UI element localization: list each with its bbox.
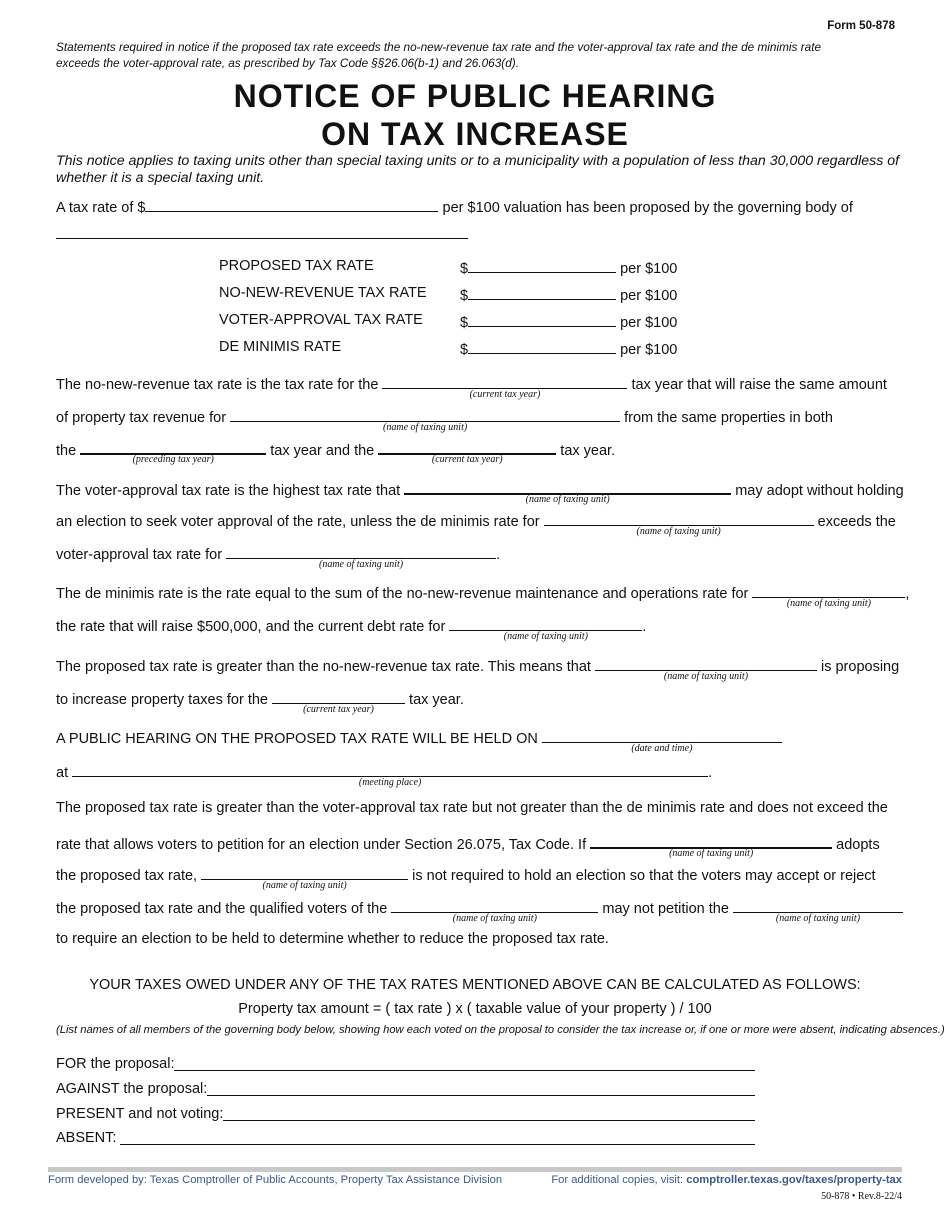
caption: (name of taxing unit)	[452, 913, 537, 924]
text: tax year.	[409, 692, 464, 708]
taxing-unit-field[interactable]	[544, 511, 814, 537]
date-time-field[interactable]	[542, 728, 782, 754]
rate-value-de-minimis	[460, 339, 677, 358]
caption: (name of taxing unit)	[318, 559, 404, 570]
text: .	[642, 619, 647, 635]
va-line-3	[56, 544, 501, 570]
proposal-middle: per $100 valuation has been proposed by the governing body of	[442, 200, 853, 216]
petition-line-4	[56, 898, 903, 924]
vote-row-for	[56, 1056, 755, 1072]
de-minimis-rate-field[interactable]	[468, 339, 616, 354]
page-title-line1: NOTICE OF PUBLIC HEARING	[233, 78, 717, 114]
text: to increase property taxes for the	[56, 692, 268, 708]
text: may not petition the	[602, 901, 729, 917]
caption: (name of taxing unit)	[775, 913, 861, 924]
dm-line-2	[56, 616, 647, 642]
nnr-line-3	[56, 439, 616, 465]
applies-note: This notice applies to taxing units other than special taxing units or to a municipality with a population of less than 30,000 regardless of whether it is a special taxing unit.	[56, 153, 900, 186]
text: The de minimis rate is the rate equal to the sum of the no-new-revenue maintenance and operations rate for	[56, 586, 749, 602]
text: .	[708, 765, 713, 781]
current-tax-year-field[interactable]	[382, 374, 627, 400]
list-note: (List names of all members of the governing body below, showing how each voted on the proposal to consider the tax increase or, if one or more were absent, indicating absences.)	[56, 1024, 945, 1036]
caption: (name of taxing unit)	[503, 631, 588, 642]
currency-sign: $	[460, 342, 469, 358]
rate-value-nnr	[460, 285, 677, 304]
rate-value-voter-approval	[460, 312, 677, 331]
text: tax year that will raise the same amount	[631, 377, 887, 393]
caption: (name of taxing unit)	[636, 526, 721, 537]
caption: (preceding tax year)	[132, 454, 214, 465]
text: The voter-approval tax rate is the highest tax rate that	[56, 483, 401, 499]
text: the rate that will raise $500,000, and the current debt rate for	[56, 619, 446, 635]
current-tax-year-field[interactable]	[272, 689, 405, 715]
petition-line-3	[56, 865, 876, 891]
current-tax-year-field-2[interactable]	[378, 439, 556, 465]
petition-line-2	[56, 833, 880, 859]
footer-copies-link[interactable]: comptroller.texas.gov/taxes/property-tax	[686, 1174, 902, 1186]
text: adopts	[836, 837, 880, 853]
vote-label: FOR the proposal:	[56, 1056, 175, 1072]
rate-suffix: per $100	[620, 261, 678, 277]
petition-line-1: The proposed tax rate is greater than the voter-approval tax rate but not greater than the de minimis rate and does not exceed the	[56, 800, 888, 816]
tax-rate-field[interactable]	[145, 197, 438, 212]
footer-developed-by: Form developed by: Texas Comptroller of Public Accounts, Property Tax Assistance Division	[48, 1174, 503, 1186]
text: .	[496, 547, 501, 563]
taxing-unit-field[interactable]	[752, 583, 905, 609]
caption: (name of taxing unit)	[383, 422, 468, 433]
caption: (name of taxing unit)	[663, 671, 749, 682]
vote-row-present	[56, 1106, 755, 1122]
proposed-rate-field[interactable]	[468, 258, 616, 273]
text: The no-new-revenue tax rate is the tax rate for the	[56, 377, 379, 393]
va-line-2	[56, 511, 896, 537]
hearing-line-2	[56, 762, 713, 788]
rate-suffix: per $100	[620, 342, 678, 358]
text: is not required to hold an election so that the voters may accept or reject	[412, 868, 876, 884]
text: the proposed tax rate and the qualified voters of the	[56, 901, 388, 917]
page-title-line2: ON TAX INCREASE	[321, 116, 629, 152]
rate-label-voter-approval: VOTER-APPROVAL TAX RATE	[219, 312, 423, 328]
text: exceeds the	[817, 514, 896, 530]
rate-label-nnr: NO-NEW-REVENUE TAX RATE	[219, 285, 427, 301]
text: voter-approval tax rate for	[56, 547, 223, 563]
meeting-place-field[interactable]	[72, 762, 708, 788]
text: the	[56, 443, 77, 459]
governing-body-field[interactable]	[56, 226, 468, 239]
caption: (date and time)	[631, 743, 693, 754]
vote-against-field[interactable]	[207, 1081, 755, 1096]
proposal-prefix: A tax rate of $	[56, 200, 146, 216]
text: tax year.	[560, 443, 616, 459]
text: A PUBLIC HEARING ON THE PROPOSED TAX RATE WILL BE HELD ON	[56, 731, 538, 747]
hearing-line-1	[56, 728, 782, 754]
gt-line-2	[56, 689, 464, 715]
text: may adopt without holding	[735, 483, 904, 499]
rate-value-proposed	[460, 258, 677, 277]
taxing-unit-field[interactable]	[391, 898, 598, 924]
currency-sign: $	[460, 261, 469, 277]
text: of property tax revenue for	[56, 410, 227, 426]
taxing-unit-field-2[interactable]	[733, 898, 903, 924]
rate-label-de-minimis: DE MINIMIS RATE	[219, 339, 342, 355]
text: an election to seek voter approval of the rate, unless the de minimis rate for	[56, 514, 540, 530]
vote-absent-field[interactable]	[120, 1130, 755, 1145]
rate-suffix: per $100	[620, 288, 678, 304]
currency-sign: $	[460, 315, 469, 331]
vote-row-absent	[56, 1130, 755, 1146]
rate-label-proposed: PROPOSED TAX RATE	[219, 258, 374, 274]
caption: (current tax year)	[469, 389, 541, 400]
currency-sign: $	[460, 288, 469, 304]
nnr-line-2	[56, 407, 833, 433]
calc-formula: Property tax amount = ( tax rate ) x ( taxable value of your property ) / 100	[238, 1001, 712, 1017]
text: rate that allows voters to petition for an election under Section 26.075, Tax Code. If	[56, 837, 587, 853]
footer-divider	[48, 1167, 902, 1172]
vote-label: AGAINST the proposal:	[56, 1081, 208, 1097]
vote-label: ABSENT:	[56, 1130, 121, 1146]
caption: (current tax year)	[303, 704, 374, 715]
caption: (meeting place)	[358, 777, 422, 788]
caption: (name of taxing unit)	[669, 848, 754, 859]
preceding-tax-year-field[interactable]	[80, 439, 266, 465]
taxing-unit-field[interactable]	[201, 865, 408, 891]
text: at	[56, 765, 69, 781]
petition-line-5: to require an election to be held to determine whether to reduce the proposed tax rate.	[56, 931, 609, 947]
proposal-line	[56, 197, 853, 216]
taxing-unit-field[interactable]	[590, 833, 832, 859]
text: is proposing	[820, 659, 900, 675]
taxing-unit-field[interactable]	[226, 544, 496, 570]
dm-line-1	[56, 583, 910, 609]
text: ,	[905, 586, 910, 602]
footer-copies-prefix: For additional copies, visit:	[551, 1174, 687, 1186]
caption: (current tax year)	[431, 454, 503, 465]
taxing-unit-field[interactable]	[449, 616, 642, 642]
footer-copies	[551, 1174, 902, 1186]
text: The proposed tax rate is greater than the no-new-revenue tax rate. This means that	[56, 659, 591, 675]
text: from the same properties in both	[624, 410, 833, 426]
form-number: Form 50-878	[827, 20, 895, 32]
taxing-unit-field[interactable]	[230, 407, 620, 433]
calc-heading: YOUR TAXES OWED UNDER ANY OF THE TAX RATES MENTIONED ABOVE CAN BE CALCULATED AS FOLLOWS:	[89, 977, 861, 993]
vote-for-field[interactable]	[174, 1056, 755, 1071]
nnr-rate-field[interactable]	[468, 285, 616, 300]
taxing-unit-field[interactable]	[595, 656, 817, 682]
vote-row-against	[56, 1081, 755, 1097]
gt-line-1	[56, 656, 900, 682]
caption: (name of taxing unit)	[262, 880, 347, 891]
caption: (name of taxing unit)	[525, 494, 610, 505]
voter-approval-rate-field[interactable]	[468, 312, 616, 327]
caption: (name of taxing unit)	[786, 598, 871, 609]
rate-suffix: per $100	[620, 315, 678, 331]
text: the proposed tax rate,	[56, 868, 198, 884]
vote-present-field[interactable]	[223, 1106, 755, 1121]
taxing-unit-field[interactable]	[404, 479, 731, 505]
intro-statement: Statements required in notice if the proposed tax rate exceeds the no-new-revenue tax rate and the voter-approval tax rate and the de minimis rate exceeds the voter-approval rate, as prescribed by Tax Code §§26.06(b-1) and 26.063(d).	[56, 40, 822, 70]
form-revision: 50-878 • Rev.8-22/4	[821, 1191, 902, 1202]
va-line-1	[56, 479, 904, 505]
vote-label: PRESENT and not voting:	[56, 1106, 224, 1122]
text: tax year and the	[270, 443, 375, 459]
nnr-line-1	[56, 374, 887, 400]
